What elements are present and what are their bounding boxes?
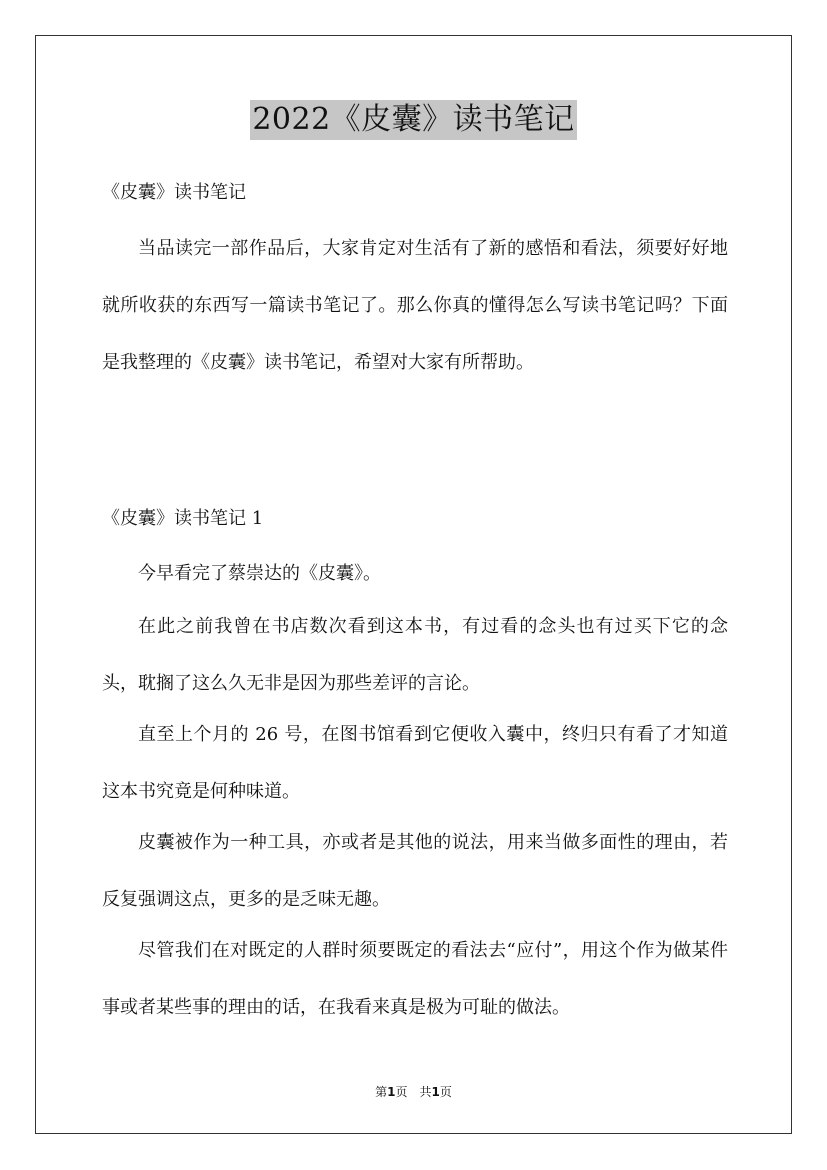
body-paragraph-2: 在此之前我曾在书店数次看到这本书，有过看的念头也有过买下它的念头，耽搁了这么久无非是因为那些差评的言论。 <box>102 616 728 694</box>
page-footer <box>0 1084 827 1100</box>
body-paragraph-3: 直至上个月的 26 号，在图书馆看到它便收入囊中，终归只有看了才知道这本书究竟是何种味道。 <box>102 724 728 802</box>
intro-heading: 《皮囊》读书笔记 <box>102 182 246 203</box>
body-paragraph-4: 皮囊被作为一种工具，亦或者是其他的说法，用来当做多面性的理由，若反复强调这点，更多的是乏味无趣。 <box>102 832 728 910</box>
footer-mid: 页 共 <box>395 1085 432 1099</box>
document-title: 2022《皮囊》读书笔记 <box>250 100 576 140</box>
footer-suffix: 页 <box>439 1085 452 1099</box>
footer-page-number: 1 <box>387 1085 396 1099</box>
body-paragraph-5: 尽管我们在对既定的人群时须要既定的看法去“应付”，用这个作为做某件事或者某些事的理由的话，在我看来真是极为可耻的做法。 <box>102 940 728 1018</box>
title-container <box>0 100 827 140</box>
footer-prefix: 第 <box>375 1085 388 1099</box>
intro-paragraph: 当品读完一部作品后，大家肯定对生活有了新的感悟和看法，须要好好地就所收获的东西写一篇读书笔记了。那么你真的懂得怎么写读书笔记吗？下面是我整理的《皮囊》读书笔记，希望对大家有所帮助。 <box>102 238 728 373</box>
footer-total-pages: 1 <box>431 1085 440 1099</box>
body-paragraph-1: 今早看完了蔡崇达的《皮囊》。 <box>138 563 381 584</box>
section-heading: 《皮囊》读书笔记 1 <box>102 508 264 529</box>
